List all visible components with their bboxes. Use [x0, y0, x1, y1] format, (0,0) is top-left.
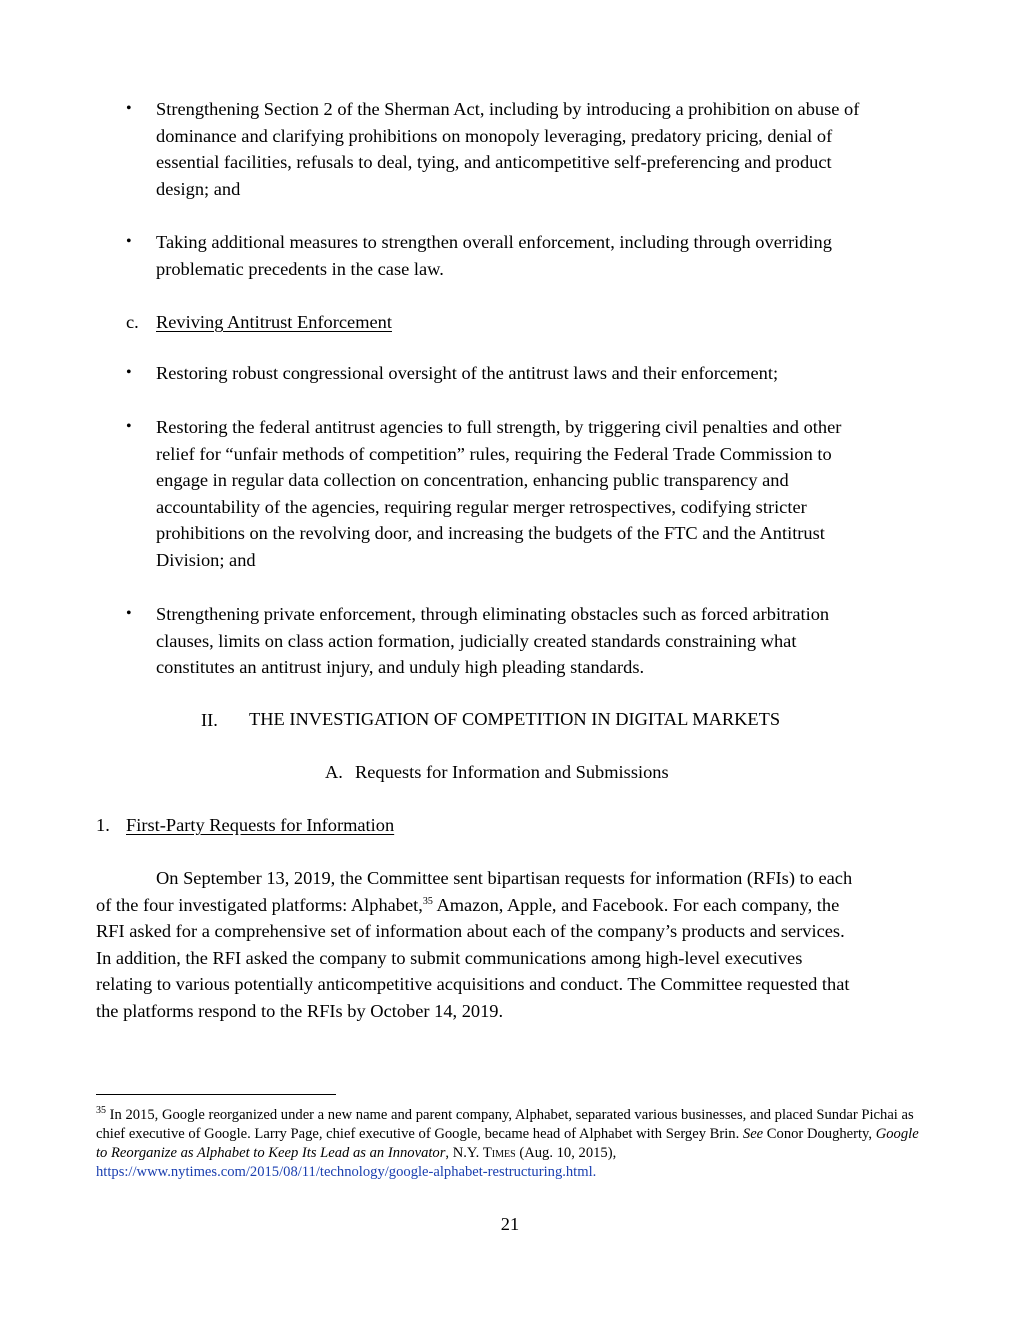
- bullet-line: design; and: [156, 178, 241, 199]
- footnote-pub-prefix: , N.Y.: [445, 1145, 483, 1161]
- bullet-line: problematic precedents in the case law.: [156, 258, 444, 279]
- footnote-number: 35: [96, 1105, 106, 1117]
- footnote-author: Conor Dougherty,: [763, 1126, 876, 1142]
- footnote-article-title: Google to Reorganize as Alphabet to Keep Its Lead as an Innovator: [96, 1126, 919, 1161]
- heading-a-title: Requests for Information and Submissions: [355, 762, 669, 782]
- bullet-item-section-2: [156, 96, 859, 202]
- footnote-end: .: [592, 1164, 597, 1180]
- paragraph-line: RFI asked for a comprehensive set of information about each of the company’s products and services.: [96, 921, 845, 941]
- paragraph-line: On September 13, 2019, the Committee sent bipartisan requests for information (RFIs) to each: [156, 868, 853, 888]
- bullet-line: Taking additional measures to strengthen overall enforcement, including through overriding: [156, 232, 832, 252]
- heading-a-letter: A.: [325, 762, 343, 782]
- paragraph-text: of the four investigated platforms: Alphabet,: [96, 894, 423, 915]
- bullet-marker: •: [126, 418, 132, 435]
- footnote-reference[interactable]: 35: [422, 895, 433, 907]
- footnote-url-link[interactable]: https://www.nytimes.com/2015/08/11/technology/google-alphabet-restructuring.html: [96, 1164, 593, 1180]
- section-c-marker: c.: [126, 312, 139, 332]
- paragraph-line: relating to various potentially anticompetitive acquisitions and conduct. The Committee requested that: [96, 974, 850, 994]
- bullet-line: accountability of the agencies, requiring regular merger retrospectives, codifying stricter: [156, 496, 807, 517]
- footnote-35: [96, 1106, 926, 1182]
- bullet-line: Strengthening private enforcement, through eliminating obstacles such as forced arbitration: [156, 604, 830, 624]
- bullet-line: Division; and: [156, 549, 256, 570]
- body-paragraph: [96, 865, 852, 1024]
- bullet-item-enforcement: [156, 229, 832, 282]
- bullet-line: constitutes an antitrust injury, and unduly high pleading standards.: [156, 657, 645, 677]
- footnote-text: In 2015, Google reorganized under a new name and parent company, Alphabet, separated various businesses, and placed Sundar Pichai as chief executive of Google. Larry Page, chief executive of Google, became head of Alphabet with Sergey Brin.: [96, 1107, 914, 1142]
- bullet-marker: •: [126, 364, 132, 381]
- footnote-divider: [96, 1094, 336, 1095]
- heading-ii-numeral: II.: [201, 710, 218, 730]
- bullet-marker: •: [126, 605, 132, 622]
- heading-1-number: 1.: [96, 815, 110, 835]
- bullet-item-oversight: [156, 360, 778, 387]
- bullet-line: Strengthening Section 2 of the Sherman Act, including by introducing a prohibition on abuse of: [156, 99, 860, 119]
- footnote-date: (Aug. 10, 2015),: [515, 1145, 617, 1161]
- page-number: 21: [500, 1214, 520, 1234]
- bullet-item-private-enforcement: [156, 601, 829, 681]
- bullet-line: prohibitions on the revolving door, and increasing the budgets of the FTC and the Antitrust: [156, 523, 825, 543]
- paragraph-text: Amazon, Apple, and Facebook. For each company, the: [432, 894, 840, 915]
- bullet-line: relief for “unfair methods of competition” rules, requiring the Federal Trade Commission to: [156, 443, 832, 464]
- bullet-line: essential facilities, refusals to deal, tying, and anticompetitive self-preferencing and product: [156, 152, 832, 172]
- bullet-line: dominance and clarifying prohibitions on monopoly leveraging, predatory pricing, denial of: [156, 125, 833, 146]
- bullet-line: engage in regular data collection on concentration, enhancing public transparency and: [156, 470, 789, 490]
- paragraph-line: the platforms respond to the RFIs by October 14, 2019.: [96, 1000, 504, 1021]
- footnote-see: See: [742, 1126, 764, 1142]
- footnote-pub-name: Times: [482, 1145, 516, 1161]
- paragraph-line: [96, 892, 852, 919]
- bullet-item-agencies: [156, 414, 841, 573]
- bullet-line: Restoring robust congressional oversight of the antitrust laws and their enforcement;: [156, 363, 779, 383]
- section-c-title: Reviving Antitrust Enforcement: [156, 312, 392, 332]
- heading-1-title: First-Party Requests for Information: [126, 815, 395, 835]
- paragraph-line: In addition, the RFI asked the company to submit communications among high-level executives: [96, 947, 803, 968]
- bullet-line: Restoring the federal antitrust agencies to full strength, by triggering civil penalties and other: [156, 417, 842, 437]
- bullet-line: clauses, limits on class action formation, judicially created standards constraining what: [156, 630, 797, 651]
- bullet-marker: •: [126, 233, 132, 250]
- heading-ii-title: THE INVESTIGATION OF COMPETITION IN DIGITAL MARKETS: [249, 709, 781, 729]
- bullet-marker: •: [126, 100, 132, 117]
